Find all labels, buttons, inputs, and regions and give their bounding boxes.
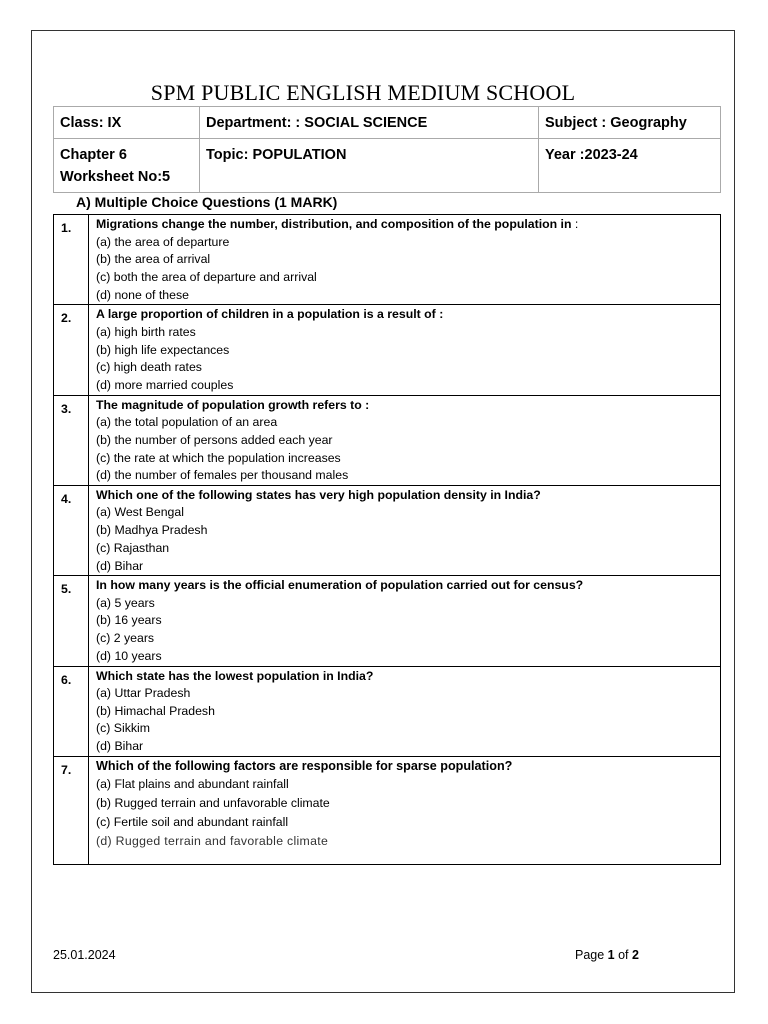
option-c: (c) both the area of departure and arrival [96, 269, 317, 284]
option-c: (c) 2 years [96, 631, 155, 646]
question-number: 4. [54, 485, 89, 575]
question-text: A large proportion of children in a population is a result of : [96, 307, 444, 322]
option-a: (a) the total population of an area [96, 415, 278, 430]
option-c: (c) Rajasthan [96, 540, 170, 555]
page-separator: of [614, 948, 632, 962]
question-row [54, 666, 721, 756]
question-body [89, 756, 721, 864]
question-text: In how many years is the official enumeration of population carried out for census? [96, 578, 584, 593]
year-label: Year :2023-24 [545, 147, 638, 163]
chapter-cell [54, 139, 200, 193]
question-body [89, 666, 721, 756]
chapter-label: Chapter 6 [60, 147, 127, 163]
question-row [54, 485, 721, 575]
option-d: (d) the number of females per thousand males [96, 468, 349, 483]
option-b: (b) the number of persons added each year [96, 432, 333, 447]
option-a: (a) high birth rates [96, 324, 196, 339]
option-d: (d) Bihar [96, 558, 144, 573]
question-text: Which of the following factors are responsible for sparse population? [96, 758, 513, 773]
question-text: Which one of the following states has very high population density in India? [96, 487, 541, 502]
class-cell [54, 107, 200, 139]
option-b: (b) Madhya Pradesh [96, 523, 208, 538]
department-label: Department: : SOCIAL SCIENCE [206, 115, 428, 131]
topic-label: Topic: POPULATION [206, 147, 347, 163]
question-number: 1. [54, 215, 89, 305]
option-c: (c) Sikkim [96, 721, 150, 736]
option-a: (a) the area of departure [96, 234, 230, 249]
page-total: 2 [632, 948, 639, 962]
question-number: 5. [54, 576, 89, 666]
question-number: 6. [54, 666, 89, 756]
option-d: (d) Rugged terrain and favorable climate [96, 833, 329, 848]
option-a: (a) 5 years [96, 595, 155, 610]
topic-cell [200, 139, 539, 193]
department-cell [200, 107, 539, 139]
option-a: (a) West Bengal [96, 505, 184, 520]
option-a: (a) Uttar Pradesh [96, 686, 191, 701]
option-b: (b) 16 years [96, 613, 162, 628]
question-text: The magnitude of population growth refers to : [96, 397, 370, 412]
school-title: SPM PUBLIC ENGLISH MEDIUM SCHOOL [150, 80, 576, 105]
footer-date: 25.01.2024 [53, 948, 116, 962]
question-row [54, 756, 721, 864]
page-current: 1 [607, 948, 615, 962]
option-d: (d) more married couples [96, 377, 234, 392]
option-b: (b) high life expectances [96, 342, 230, 357]
worksheet-number: Worksheet No:5 [60, 169, 171, 185]
option-b: (b) the area of arrival [96, 252, 211, 267]
option-c: (c) the rate at which the population increases [96, 450, 341, 465]
option-b: (b) Himachal Pradesh [96, 703, 215, 718]
year-cell [539, 139, 721, 193]
option-d: (d) none of these [96, 287, 189, 302]
question-body [89, 395, 721, 485]
question-number: 3. [54, 395, 89, 485]
question-body [89, 576, 721, 666]
question-row [54, 305, 721, 395]
question-text-suffix: : [571, 217, 579, 231]
page-indicator [575, 948, 639, 962]
question-row [54, 215, 721, 305]
question-number: 2. [54, 305, 89, 395]
option-a: (a) Flat plains and abundant rainfall [96, 777, 289, 792]
option-d: (d) Bihar [96, 739, 144, 754]
question-body [89, 215, 721, 305]
option-c: (c) high death rates [96, 360, 202, 375]
section-heading: A) Multiple Choice Questions (1 MARK) [76, 194, 338, 210]
subject-cell [539, 107, 721, 139]
class-label: Class: IX [60, 115, 122, 131]
question-body [89, 485, 721, 575]
questions-table [53, 214, 721, 865]
worksheet-header-table [53, 106, 721, 193]
question-row [54, 576, 721, 666]
page-prefix: Page [575, 948, 608, 962]
question-number: 7. [54, 756, 89, 864]
question-body [89, 305, 721, 395]
question-row [54, 395, 721, 485]
subject-label: Subject : Geography [545, 115, 687, 131]
option-d: (d) 10 years [96, 648, 162, 663]
question-text: Which state has the lowest population in India? [96, 668, 374, 683]
option-b: (b) Rugged terrain and unfavorable climate [96, 796, 330, 811]
option-c: (c) Fertile soil and abundant rainfall [96, 814, 289, 829]
question-text-main: Migrations change the number, distribution, and composition of the population in [96, 217, 572, 231]
question-text [96, 216, 720, 234]
